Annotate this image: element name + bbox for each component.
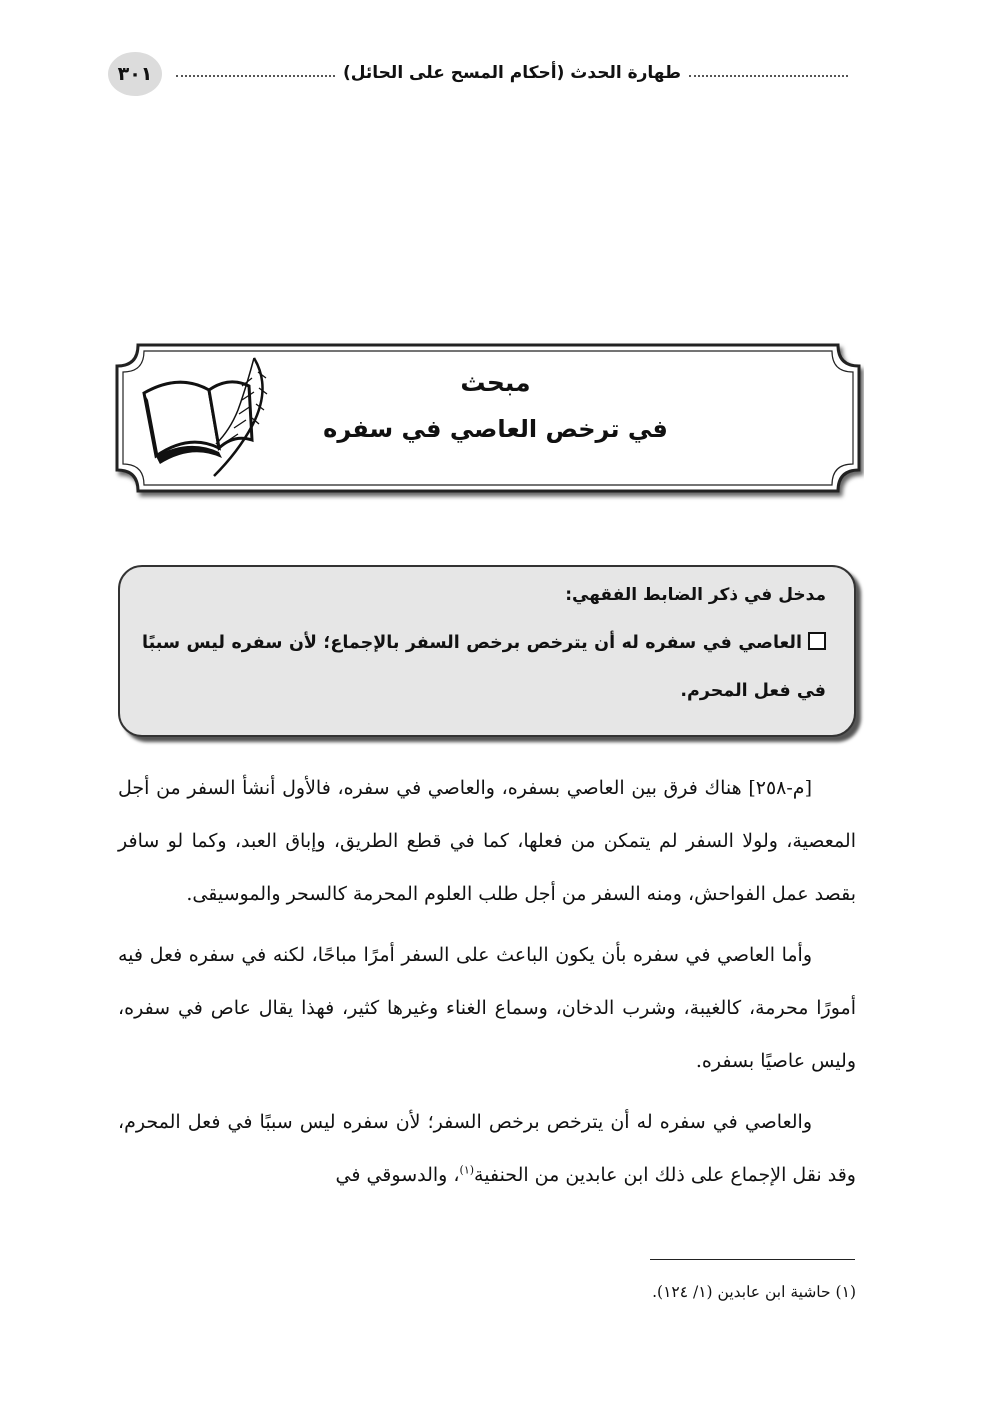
- running-header: [108, 52, 848, 96]
- chapter-subtitle: في ترخص العاصي في سفره: [323, 415, 668, 443]
- entry-rule: [142, 619, 826, 715]
- paragraph: وأما العاصي في سفره بأن يكون الباعث على السفر أمرًا مباحًا، لكنه في سفره فعل فيه أمورًا محرمة، كالغيبة، وشرب الدخان، وسماع الغناء وغيرها كثير، فهذا يقال عاص في سفره، وليس عاصيًا بسفره.: [118, 944, 856, 1072]
- header-title-row: [176, 56, 848, 90]
- header-title: طهارة الحدث (أحكام المسح على الحائل): [342, 63, 682, 83]
- paragraph: [118, 1096, 856, 1202]
- header-leader-dots: [176, 75, 335, 77]
- paragraph: [م-٢٥٨] هناك فرق بين العاصي بسفره، والعاصي في سفره، فالأول أنشأ السفر من أجل المعصية، ولولا السفر لم يتمكن من فعلها، كما في قطع الطريق، وإباق العبد، وكما لو سافر بقصد عمل الفواحش، ومنه السفر من أجل طلب العلوم المحرمة كالسحر والموسيقى.: [118, 777, 856, 905]
- footnote-marker: (١): [835, 1283, 856, 1301]
- checkbox-icon: [808, 632, 826, 650]
- chapter-label: مبحث: [460, 368, 531, 397]
- book-quill-icon: [134, 348, 274, 478]
- header-leader-dots: [689, 75, 848, 77]
- chapter-heading: [312, 368, 679, 443]
- chapter-frame: [112, 340, 864, 508]
- body-text: [118, 762, 856, 1210]
- entry-box: [118, 565, 856, 737]
- paragraph-text: ، والدسوقي في: [335, 1164, 460, 1186]
- entry-heading: مدخل في ذكر الضابط الفقهي:: [565, 585, 826, 605]
- page-number: ٣٠١: [108, 52, 162, 96]
- footnote-text: حاشية ابن عابدين (١/ ١٢٤).: [652, 1283, 831, 1301]
- footnote-rule: [650, 1259, 855, 1260]
- footnote-ref[interactable]: (١): [459, 1163, 475, 1177]
- entry-rule-text: العاصي في سفره له أن يترخص برخص السفر بالإجماع؛ لأن سفره ليس سببًا في فعل المحرم.: [142, 633, 826, 701]
- paragraph-text: والعاصي في سفره له أن يترخص برخص السفر؛ لأن سفره ليس سببًا في فعل المحرم، وقد نقل الإجماع على ذلك ابن عابدين من الحنفية: [118, 1111, 856, 1186]
- footnote: [400, 1278, 856, 1306]
